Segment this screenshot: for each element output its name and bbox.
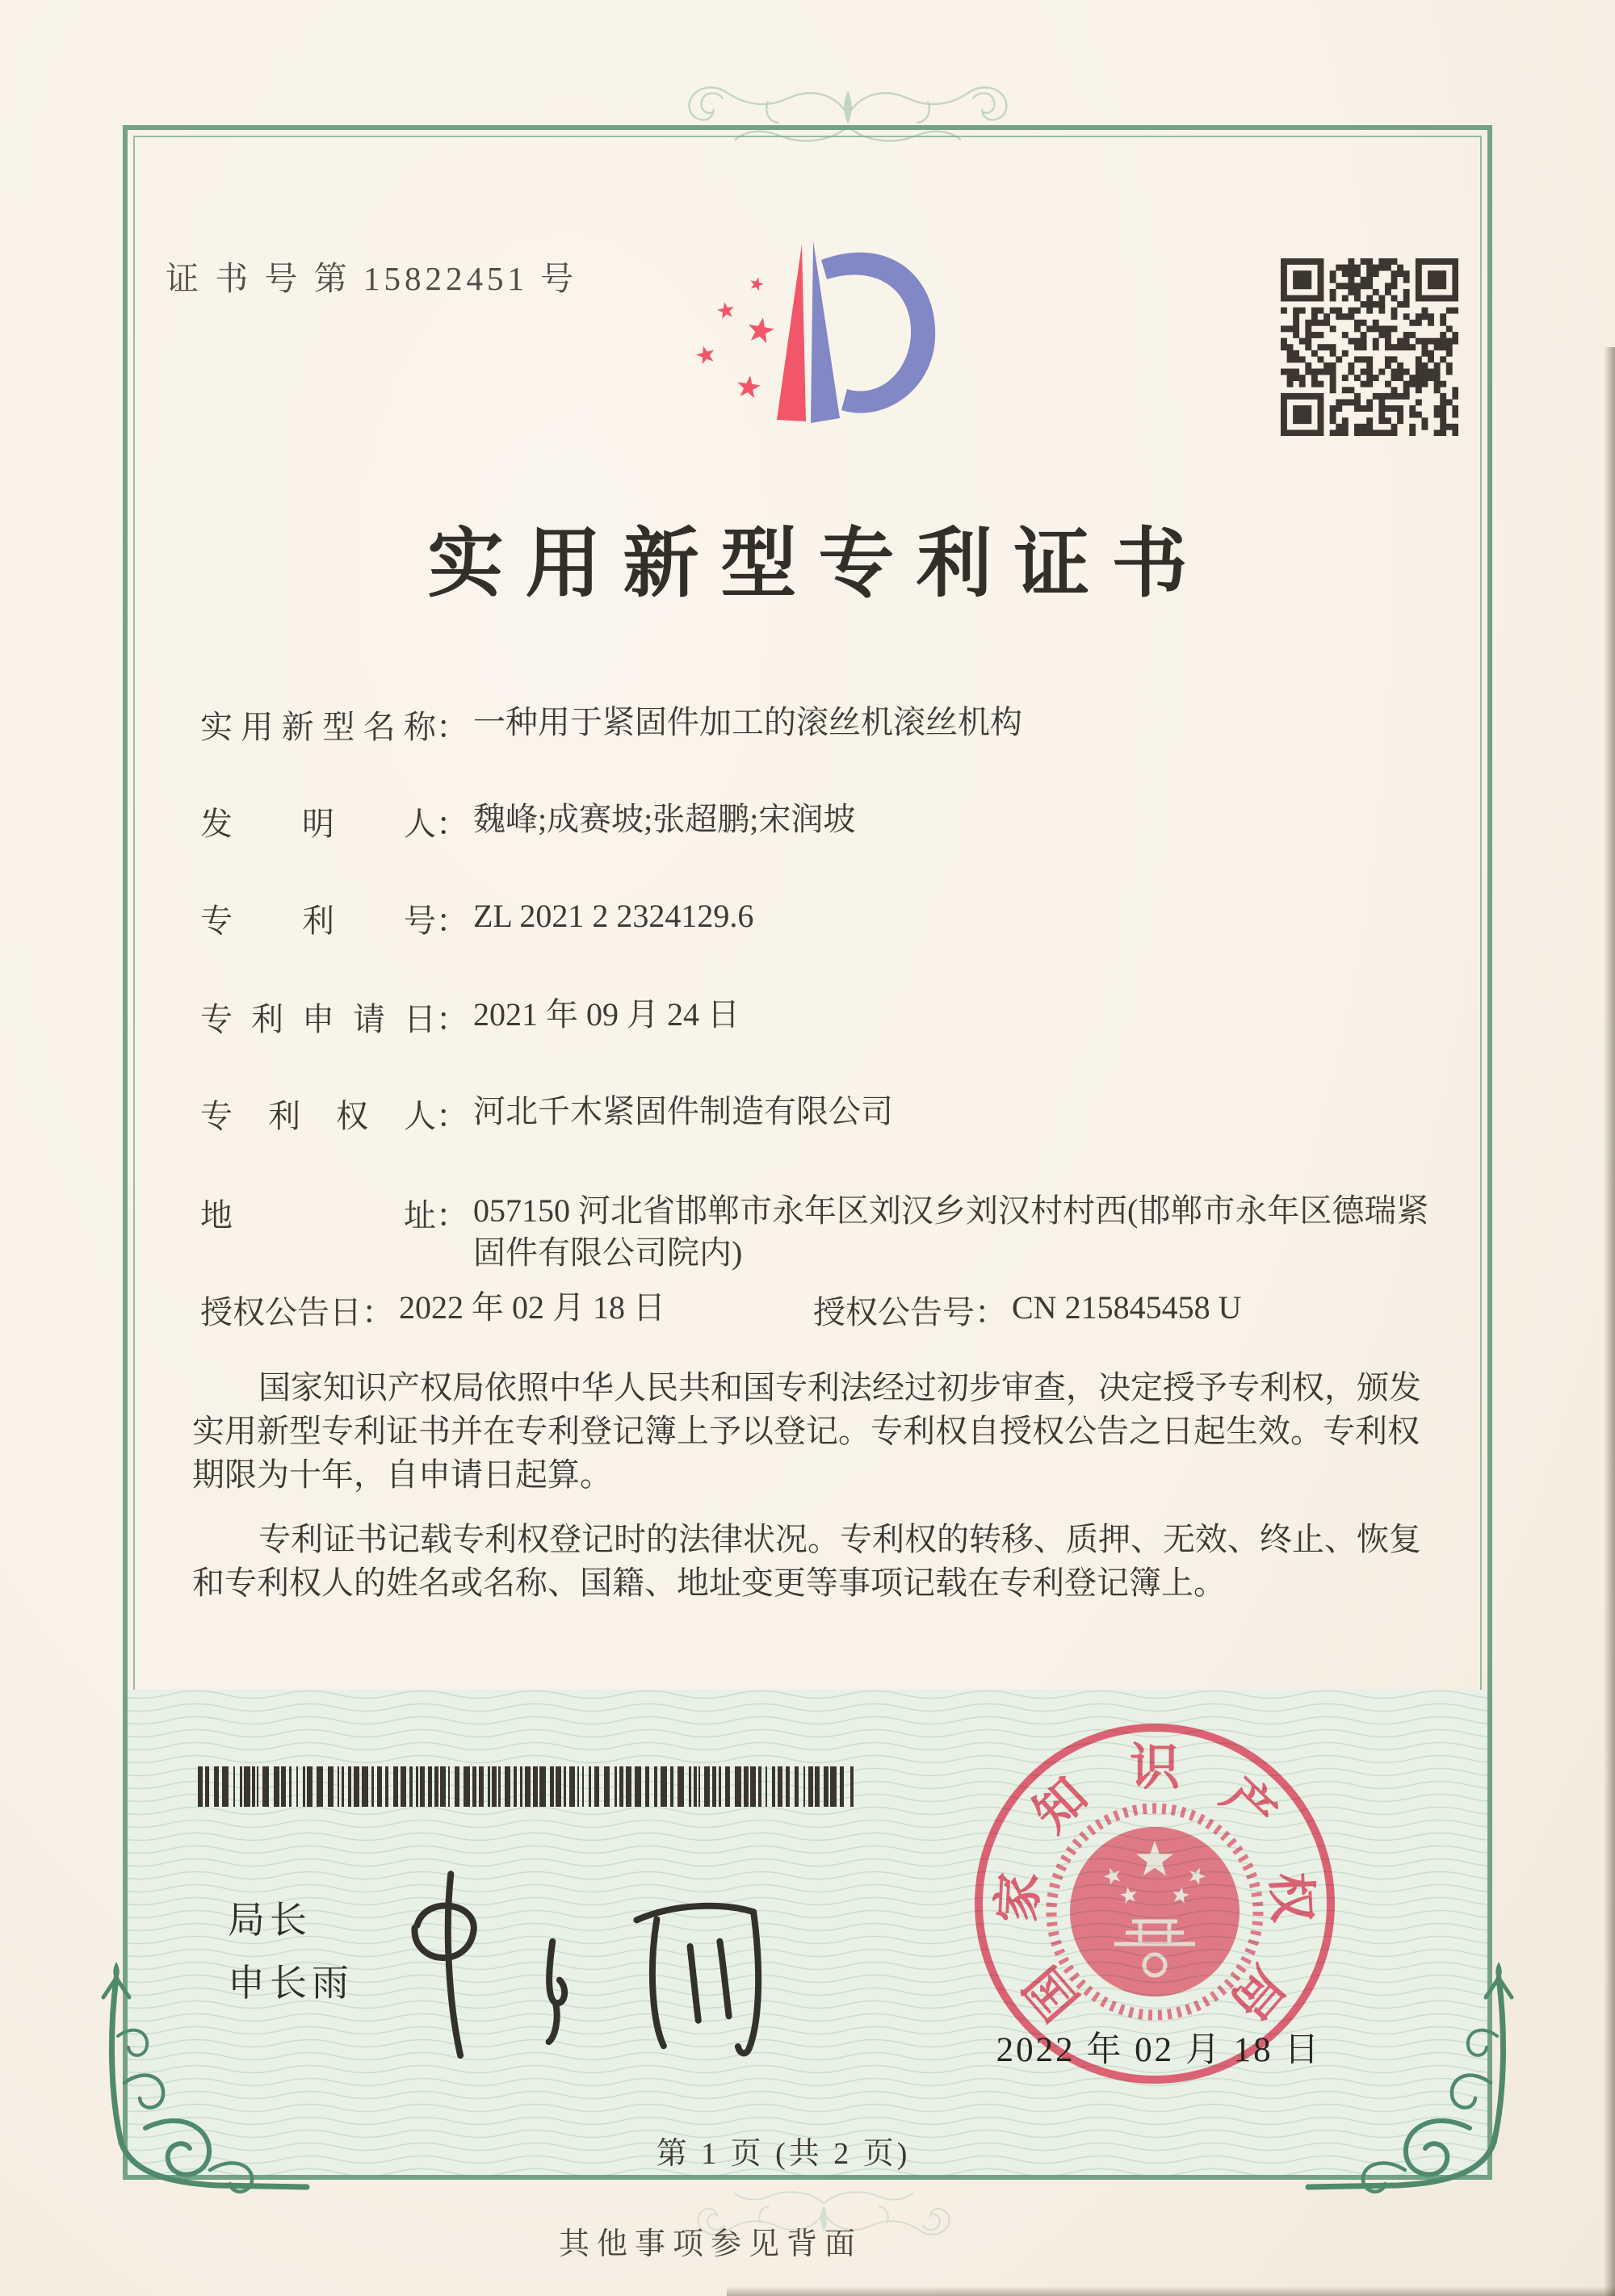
field-label: 地址	[200, 1197, 436, 1234]
field-label: 专利申请日	[200, 1001, 436, 1037]
field-colon: ：	[975, 1294, 1007, 1330]
field-value: CN 215845458 U	[1012, 1289, 1242, 1326]
field-value: 河北千木紧固件制造有限公司	[473, 1093, 893, 1129]
field-row-inventor	[200, 798, 1444, 844]
field-colon: ：	[436, 903, 468, 939]
svg-text:国: 国	[1015, 1955, 1090, 2030]
field-value: 2022 年 02 月 18 日	[399, 1289, 665, 1326]
field-row-grant	[200, 1287, 1444, 1333]
grant-number-group	[813, 1287, 1241, 1333]
field-colon: ：	[436, 1098, 468, 1134]
photo-edge-shadow-right	[1604, 347, 1615, 2296]
field-value: ZL 2021 2 2324129.6	[473, 898, 754, 934]
field-value: 一种用于紧固件加工的滚丝机滚丝机构	[473, 704, 1022, 740]
certificate-number: 证 书 号 第 15822451 号	[166, 260, 578, 297]
svg-text:局: 局	[1219, 1955, 1294, 2030]
page-title: 实用新型专利证书	[427, 522, 1210, 606]
field-colon: ：	[436, 1001, 468, 1037]
barcode	[198, 1766, 854, 1807]
back-note: 其他事项参见背面	[558, 2227, 862, 2261]
legal-paragraph-2: 专利证书记载专利权登记时的法律状况。专利权的转移、质押、无效、终止、恢复和专利权人的姓名或名称、国籍、地址变更等事项记载在专利登记簿上。	[192, 1521, 1421, 1601]
director-name: 申长雨	[228, 1963, 354, 2004]
qr-code	[1281, 258, 1458, 436]
field-label: 授权公告日	[200, 1294, 362, 1330]
corner-flourish-left-icon	[87, 1960, 313, 2202]
field-row-patent-number	[200, 895, 1444, 941]
legal-text	[192, 1366, 1445, 1605]
page-number: 第 1 页 (共 2 页)	[656, 2137, 911, 2171]
seal-date: 2022 年 02 月 18 日	[996, 2031, 1322, 2069]
bottom-border-ornament-icon	[646, 2176, 1001, 2252]
director-title: 局长	[228, 1900, 312, 1941]
field-row-address	[200, 1190, 1444, 1274]
field-row-filing-date	[200, 994, 1444, 1040]
field-row-patentee	[200, 1091, 1444, 1137]
director-signature	[347, 1845, 848, 2071]
photo-edge-shadow-bottom	[727, 2286, 1615, 2296]
cnipa-patent-logo-icon	[688, 228, 942, 446]
field-label: 实用新型名称	[200, 709, 436, 745]
field-colon: ：	[436, 806, 468, 842]
grant-row-wrap	[200, 1287, 1444, 1333]
field-label: 授权公告号	[813, 1294, 975, 1330]
field-value: 魏峰;成赛坡;张超鹏;宋润坡	[473, 801, 856, 837]
field-colon: ：	[362, 1294, 394, 1330]
field-value: 2021 年 09 月 24 日	[473, 996, 740, 1033]
field-colon: ：	[436, 1197, 468, 1234]
field-colon: ：	[436, 709, 468, 745]
seal-emblem	[1051, 1808, 1258, 2015]
legal-paragraph-1: 国家知识产权局依照中华人民共和国专利法经过初步审查，决定授予专利权，颁发实用新型专利证书并在专利登记簿上予以登记。专利权自授权公告之日起生效。专利权期限为十年，自申请日起算。	[192, 1369, 1421, 1493]
field-value: 057150 河北省邯郸市永年区刘汉乡刘汉村村西(邯郸市永年区德瑞紧固件有限公司院内)	[473, 1192, 1429, 1271]
field-label: 专利号	[200, 903, 436, 939]
svg-text:家: 家	[990, 1871, 1048, 1924]
svg-text:知: 知	[1024, 1768, 1098, 1843]
svg-text:产: 产	[1211, 1768, 1286, 1843]
svg-text:权: 权	[1261, 1871, 1319, 1924]
field-label: 专利权人	[200, 1098, 436, 1134]
field-row-name	[200, 702, 1444, 748]
field-label: 发明人	[200, 806, 436, 842]
svg-text:识: 识	[1129, 1741, 1181, 1795]
